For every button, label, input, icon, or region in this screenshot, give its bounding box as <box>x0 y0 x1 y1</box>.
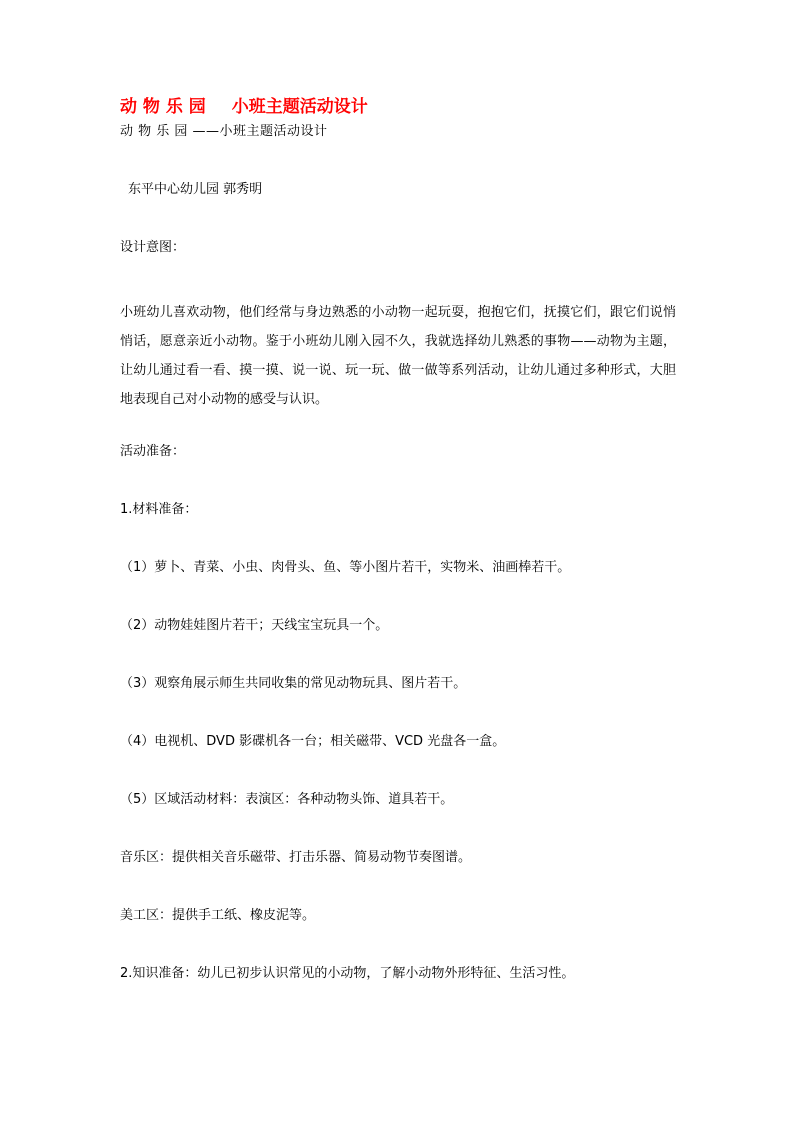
material-item: （1）萝卜、青菜、小虫、肉骨头、鱼、等小图片若干，实物米、油画棒若干。 <box>120 560 571 575</box>
knowledge-prep-line: 2.知识准备：幼儿已初步认识常见的小动物，了解小动物外形特征、生活习性。 <box>120 966 575 981</box>
material-item: （3）观察角展示师生共同收集的常见动物玩具、图片若干。 <box>120 676 467 691</box>
material-item: （5）区域活动材料：表演区：各种动物头饰、道具若干。 <box>120 792 454 807</box>
material-item: （4）电视机、DVD 影碟机各一台；相关磁带、VCD 光盘各一盒。 <box>120 734 506 749</box>
preparation-heading: 活动准备： <box>120 444 186 459</box>
design-intent-heading: 设计意图： <box>120 240 186 255</box>
material-item: （2）动物娃娃图片若干；天线宝宝玩具一个。 <box>120 618 389 633</box>
art-area-line: 美工区：提供手工纸、橡皮泥等。 <box>120 908 316 923</box>
title-main: 动 物 乐 园 <box>120 97 206 117</box>
design-intent-paragraph: 小班幼儿喜欢动物，他们经常与身边熟悉的小动物一起玩耍，抱抱它们，抚摸它们，跟它们说悄悄话，愿意亲近小动物。鉴于小班幼儿刚入园不久，我就选择幼儿熟悉的事物——动物为主题，让幼儿通过看一看、摸一摸、说一说、玩一玩、做一做等系列活动，让幼儿通过多种形式，大胆地表现自己对小动物的感受与认识。 <box>120 305 676 407</box>
material-heading: 1.材料准备： <box>120 502 198 517</box>
document-subtitle: 动 物 乐 园 ——小班主题活动设计 <box>120 124 328 139</box>
document-title <box>120 96 368 118</box>
music-area-line: 音乐区：提供相关音乐磁带、打击乐器、简易动物节奏图谱。 <box>120 850 472 865</box>
title-subject: 小班主题活动设计 <box>231 97 368 117</box>
author-line: 东平中心幼儿园 郭秀明 <box>128 182 263 197</box>
